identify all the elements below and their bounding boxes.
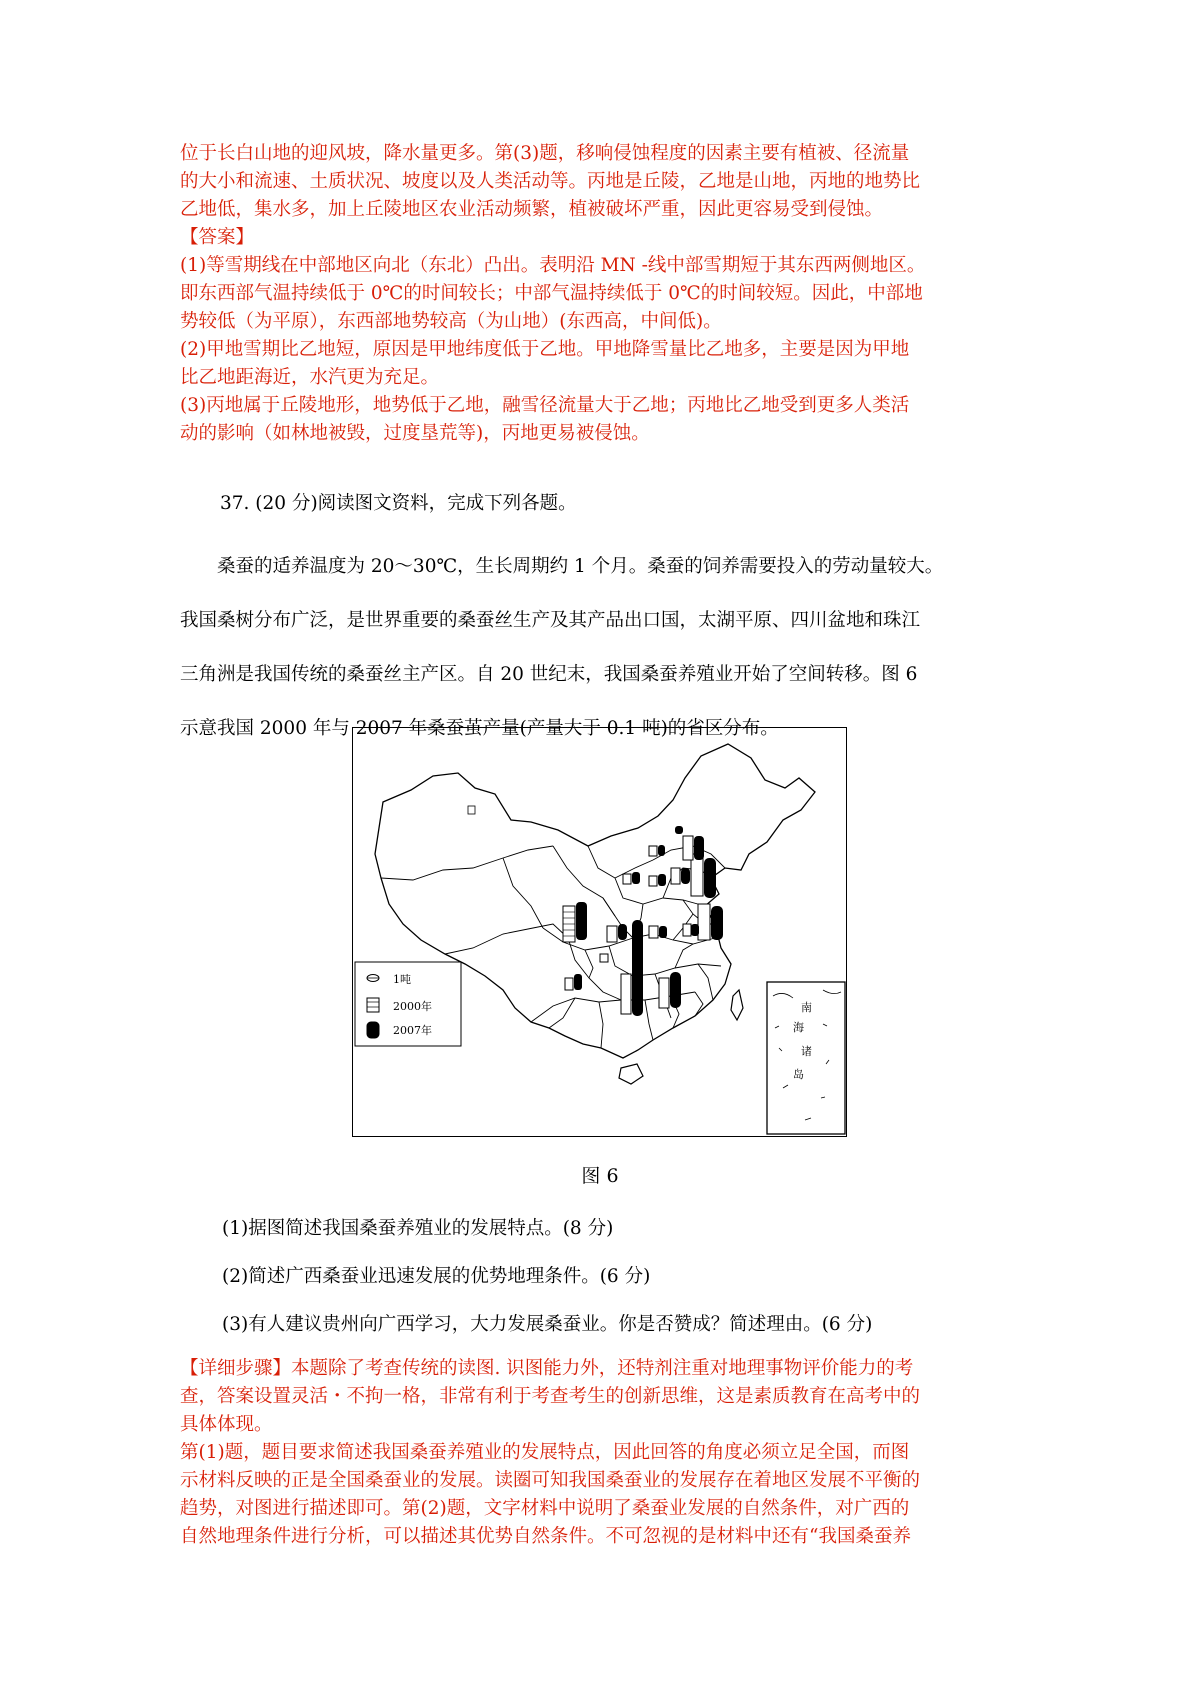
hebei-2007-bar	[675, 826, 683, 834]
anhui-2007-bar	[681, 868, 690, 884]
inset-label-char: 海	[793, 1021, 804, 1034]
intro-line: 三角洲是我国传统的桑蚕丝主产区。自 20 世纪末，我国桑蚕养殖业开始了空间转移。图 6	[180, 664, 918, 685]
henan-2007-bar	[658, 874, 666, 886]
legend-unit-label: 1吨	[393, 973, 411, 986]
answer-heading: 【答案】	[180, 227, 255, 248]
question-intro	[180, 540, 1040, 756]
answer-line: (1)等雪期线在中部地区向北（东北）凸出。表明沿 MN -线中部雪期短于其东西两侧地区。	[180, 255, 926, 276]
taiwan-island	[731, 990, 743, 1020]
answer-line: (3)丙地属于丘陵地形，地势低于乙地，融雪径流量大于乙地；丙地比乙地受到更多人类活	[180, 395, 910, 416]
yunnan-2007-bar	[574, 974, 582, 990]
analysis-top-line: 位于长白山地的迎风坡，降水量更多。第(3)题，移响侵蚀程度的因素主要有植被、径流量	[180, 143, 910, 164]
shandong-2000-cylinder	[683, 836, 693, 860]
sichuan-2007-bar	[576, 902, 587, 940]
hunan-2000-cylinder	[649, 926, 658, 938]
guizhou-2000-cylinder	[600, 954, 608, 962]
analysis-top-line: 的大小和流速、土质状况、坡度以及人类活动等。丙地是丘陵，乙地是山地，丙地的地势比	[180, 171, 921, 192]
shaanxi-2007-bar	[632, 872, 640, 884]
inset-label-char: 南	[801, 1001, 812, 1014]
analysis-bottom-line: 第(1)题，题目要求简述我国桑蚕养殖业的发展特点，因此回答的角度必须立足全国，而图	[180, 1442, 910, 1463]
sichuan-2000-cylinder	[563, 906, 575, 942]
inset-label-char: 岛	[793, 1068, 804, 1081]
shandong-2007-bar	[694, 836, 704, 860]
question-title: 37. (20 分)阅读图文资料，完成下列各题。	[220, 493, 577, 514]
answer-line: (2)甲地雪期比乙地短，原因是甲地纬度低于乙地。甲地降雪量比乙地多，主要是因为甲地	[180, 339, 910, 360]
answer-line: 即东西部气温持续低于 0℃的时间较长；中部气温持续低于 0℃的时间较短。因此，中部地	[180, 283, 923, 304]
answer-line: 动的影响（如林地被毁，过度垦荒等)，丙地更易被侵蚀。	[180, 423, 650, 444]
analysis-top	[180, 140, 1030, 224]
map-legend	[355, 962, 461, 1046]
analysis-bottom	[180, 1355, 1040, 1551]
shaanxi-2000-cylinder	[623, 874, 631, 884]
figure-6-map	[352, 727, 847, 1137]
analysis-bottom-line: 查，答案设置灵活・不拘一格，非常有利于考查考生的创新思维，这是素质教育在高考中的	[180, 1386, 921, 1407]
jiangxi-2007-bar	[691, 924, 699, 936]
guangdong-2007-bar	[670, 972, 681, 1008]
answer-line: 势较低（为平原），东西部地势较高（为山地）(东西高，中间低)。	[180, 311, 722, 332]
zhejiang-2007-bar	[711, 906, 723, 940]
sub-question-1: (1)据图简述我国桑蚕养殖业的发展特点。(8 分)	[222, 1218, 614, 1239]
intro-line: 我国桑树分布广泛，是世界重要的桑蚕丝生产及其产品出口国，太湖平原、四川盆地和珠江	[180, 610, 921, 631]
henan-2000-cylinder	[649, 876, 657, 886]
legend-2007-icon	[367, 1022, 379, 1038]
chongqing-2007-bar	[618, 924, 627, 940]
chongqing-2000-cylinder	[607, 926, 617, 942]
anhui-2000-cylinder	[671, 868, 680, 884]
legend-2000-icon	[367, 998, 379, 1012]
guangxi-2000-cylinder	[621, 974, 631, 1014]
intro-line: 桑蚕的适养温度为 20～30℃，生长周期约 1 个月。桑蚕的饲养需要投入的劳动量较大。	[217, 556, 944, 577]
analysis-bottom-line: 自然地理条件进行分析，可以描述其优势自然条件。不可忽视的是材料中还有“我国桑蚕养	[180, 1526, 911, 1547]
inset-label-char: 诸	[801, 1045, 812, 1058]
analysis-bottom-line: 具体体现。	[180, 1414, 273, 1435]
south-china-sea-inset	[767, 982, 845, 1134]
yunnan-2000-cylinder	[565, 978, 573, 990]
analysis-bottom-line: 示材料反映的正是全国桑蚕业的发展。读圈可知我国桑蚕业的发展存在着地区发展不平衡的	[180, 1470, 921, 1491]
guangdong-2000-cylinder	[659, 978, 669, 1008]
analysis-bottom-line: 趋势，对图进行描述即可。第(2)题，文字材料中说明了桑蚕业发展的自然条件，对广西的	[180, 1498, 910, 1519]
china-map-svg	[353, 728, 846, 1136]
legend-2000-label: 2000年	[393, 1000, 432, 1013]
shanxi-2007-bar	[658, 845, 665, 856]
sub-question-3: (3)有人建议贵州向广西学习，大力发展桑蚕业。你是否赞成？简述理由。(6 分)	[222, 1314, 873, 1335]
guangxi-2007-bar	[632, 920, 643, 1016]
hunan-2007-bar	[659, 926, 667, 938]
xinjiang-2000-cylinder	[468, 806, 475, 814]
shanxi-2000-cylinder	[649, 846, 657, 856]
jiangsu-2007-bar	[704, 858, 716, 898]
jiangxi-2000-cylinder	[683, 924, 691, 936]
analysis-bottom-line: 【详细步骤】本题除了考查传统的读图. 识图能力外，还特剂注重对地理事物评价能力的考	[180, 1358, 914, 1379]
hainan-island	[619, 1064, 643, 1084]
zhejiang-2000-cylinder	[698, 904, 710, 940]
legend-2007-label: 2007年	[393, 1024, 432, 1037]
analysis-top-line: 乙地低，集水多，加上丘陵地区农业活动频繁，植被破坏严重，因此更容易受到侵蚀。	[180, 199, 884, 220]
legend-unit-icon	[367, 975, 379, 982]
answer-line: 比乙地距海近，水汽更为充足。	[180, 367, 440, 388]
answer-block	[180, 224, 1030, 448]
figure-caption: 图 6	[581, 1165, 619, 1187]
sub-question-2: (2)简述广西桑蚕业迅速发展的优势地理条件。(6 分)	[222, 1266, 651, 1287]
intro-line: 示意我国 2000 年与 2007 年桑蚕茧产量(产量大于 0.1 吨)的省区分布。	[180, 718, 779, 739]
